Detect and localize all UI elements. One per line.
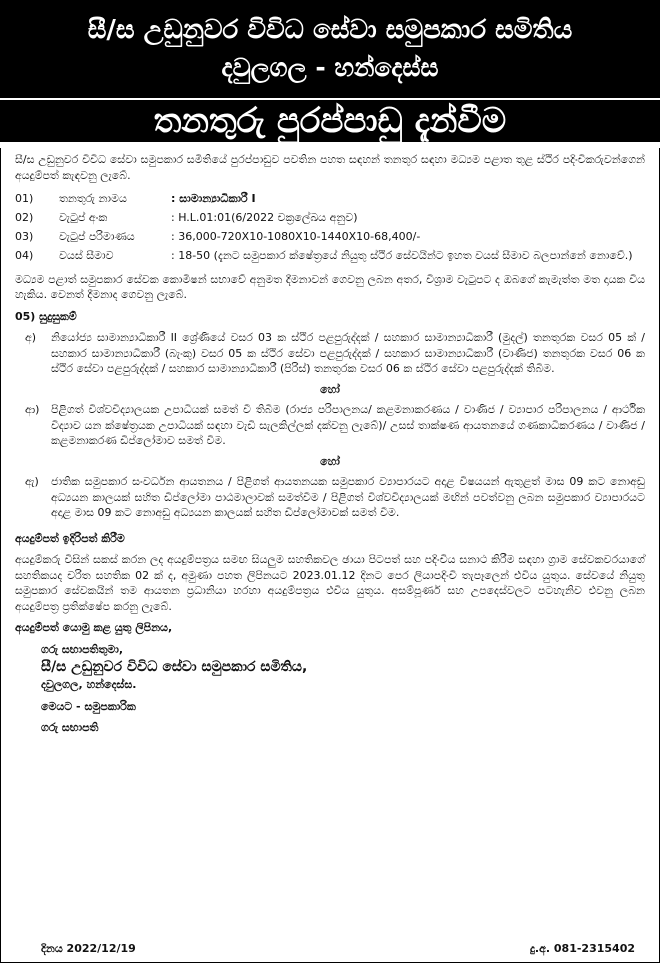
notice-date: දිනය 2022/12/19 [41, 941, 136, 955]
qualification-option [15, 474, 645, 521]
address-line: මෙයට - සමුපකාරික [41, 699, 136, 713]
option-text: නියෝජ්‍ය සාමාන්‍යාධිකාරී II ශ්‍රේණියේ වසර 03 ක ස්ථිර පළපුරුද්දක් / සහකාර සාමාන්‍යාධිකාරී (මුදල්) තනතුරක වසර 05 ක් / සහකාර සාමාන්‍යාධිකාරී (බැංකු) වසර 05 ක ස්ථිර සේවා පළපුරුද්දක් / සහකාර සාමාන්‍යාධිකාරී (වාණිජ) තනතුරක වසර 06 ක ස්ථිර සේවා පළපුරුද්දක් / සහකාර සාමාන්‍යාධිකාරී (පිරිස්) තනතුරක වසර 06 ක ස්ථිර සේවා පළපුරුද්දක් තිබීම. [51, 331, 645, 375]
item-value: : 18-50 (දැනට සමුපකාර ක්ෂේත්‍රයේ නියුතු ස්ථිර සේවයින්ට ඉහත වයස් සීමාව බලපාන්නේ නොවේ.) [171, 249, 633, 262]
option-text: පිළිගත් විශ්වවිද්‍යාලයක උපාධියක් සමත් වී තිබීම (රාජ්‍ය පරිපාලනය/ කළමනාකරණය / වාණිජ / ව්‍යාපාර පරිපාලනය / ආර්ථික විද්‍යාව යන ක්ෂේත්‍රයක උපාධියක් සඳහා වැඩි සැලකිල්ලක් දක්වනු ලැබේ)/ උසස් තාක්ෂණ ආයතනයේ ගණකාධිකරණය / වාණිජ / කළමනාකරණ ඩිප්ලෝමාව සමත් වීම. [51, 403, 645, 447]
header-banner [0, 0, 660, 98]
society-location: දවුලගල - හන්දෙස්ස [221, 53, 439, 82]
mailing-address [41, 642, 645, 736]
option-text: ජාතික සමුපකාර සංවර්ධන ආයතනය / පිළිගත් ආයතනයක සමුපකාර ව්‍යාපාරයට අදාළ විෂයයන් ඇතුළත් මාස 09 කට නොඅඩු අධ්‍යයන කාලයක් සහිත ඩිප්ලෝමා පාඨමාලාවක් සමත්වීම / පිළිගත් විශ්වවිද්‍යාලයක් මඟින් පවත්වනු ලබන සමුපකාර ව්‍යාපාරයට අදාළ මාස 09 කට නොඅඩු අධ්‍යයන කාලයක් සහිත ඩිප්ලෝමාවක් සමත් වීම. [51, 475, 645, 519]
intro-text: සී/ස උඩුනුවර විවිධ සේවා සමුපකාර සමිතියේ පුරප්පාඩුව පවතින පහත සඳහන් තනතුර සඳහා මධ්‍යම පළාත තුළ ස්ථිර පදිංචිකරුවන්ගෙන් අයදුම්පත් කැඳවනු ලැබේ. [15, 153, 645, 182]
society-name: සී/ස උඩුනුවර විවිධ සේවා සමුපකාර සමිතිය [87, 15, 573, 45]
item-number: 01) [15, 192, 34, 205]
salary-note: මධ්‍යම පළාත් සමුපකාර සේවක කොමිෂන් සභාවේ අනුමත දීමනාවන් ගෙවනු ලබන අතර, විශ්‍රාම වැටුපට ද ඔබගේ කැමැත්ත මත දායක විය හැකිය. වෙනත් දීමනාද ගෙවනු ලැබේ. [15, 272, 645, 301]
address-heading: අයදුම්පත් යොමු කළ යුතු ලිපිනය, [15, 621, 173, 634]
qualifications-heading: 05) සුදුසුකම් [15, 309, 77, 323]
item-row [15, 189, 645, 208]
option-label: අ) [25, 331, 37, 344]
item-value: : H.L.01:01(6/2022 චක්‍රලේඛය අනුව) [171, 211, 358, 224]
item-number: 02) [15, 211, 34, 224]
item-row [15, 208, 645, 227]
address-line: දවුලගල, හන්දෙස්ස. [41, 678, 137, 691]
or-separator: හෝ [320, 454, 340, 468]
application-heading: අයදුම්පත් ඉදිරිපත් කිරීම [15, 531, 125, 545]
option-label: ආ) [25, 403, 40, 416]
address-line: සී/ස උඩුනුවර විවිධ සේවා සමුපකාර සමිතිය, [41, 659, 308, 675]
item-value: : සාමාන්‍යාධිකාරී I [171, 192, 256, 205]
item-number: 03) [15, 230, 34, 243]
item-label: වැටුප් පරිමාණය [59, 230, 135, 243]
item-value: : 36,000-720X10-1080X10-1440X10-68,400/- [171, 230, 421, 243]
application-text: අයදුම්කරු විසින් සකස් කරන ලද අයදුම්පත්‍රය සමඟ සියලුම සහතිකවල ඡායා පිටපත් සහ පදිංචිය සනාථ කිරීම සඳහා ග්‍රාම සේවකවරයාගේ සහතිකයද චරිත සහතික 02 ක් ද, අමුණා පහත ලිපිනයට 2023.01.12 දිනට පෙර ලියාපදිංචි තැපෑලෙන් එවිය යුතුය. සේවයේ නියුතු සමුපකාර සේවකයින් තම ආයතන ප්‍රධානියා හරහා අයදුම්පත්‍රය එවිය යුතුය. අසම්පූර්ණ සහ උපදෙස්වලට පටහැනිව එවනු ලබන අයදුම්පත්‍ර ප්‍රතික්ෂේප කරනු ලැබේ. [15, 553, 645, 613]
item-number: 04) [15, 249, 34, 262]
qualification-option [15, 330, 645, 377]
item-label: වයස් සීමාව [59, 249, 114, 262]
option-label: ඇ) [25, 475, 39, 488]
phone-number: දු.අ. 081-2315402 [530, 941, 635, 955]
notice-title: තනතුරු පුරප්පාඩු දැන්වීම [0, 100, 660, 142]
item-label: වැටුප් අංක [59, 211, 108, 224]
or-separator: හෝ [320, 382, 340, 396]
item-label: තනතුරු නාමය [59, 192, 127, 205]
notice-body [0, 148, 660, 963]
signatory: ගරු සභාපති [41, 721, 99, 734]
item-row [15, 227, 645, 246]
qualification-option [15, 402, 645, 449]
notice-footer [41, 941, 635, 957]
item-row [15, 248, 645, 264]
address-line: ගරු සභාපතිතුමා, [41, 642, 124, 656]
